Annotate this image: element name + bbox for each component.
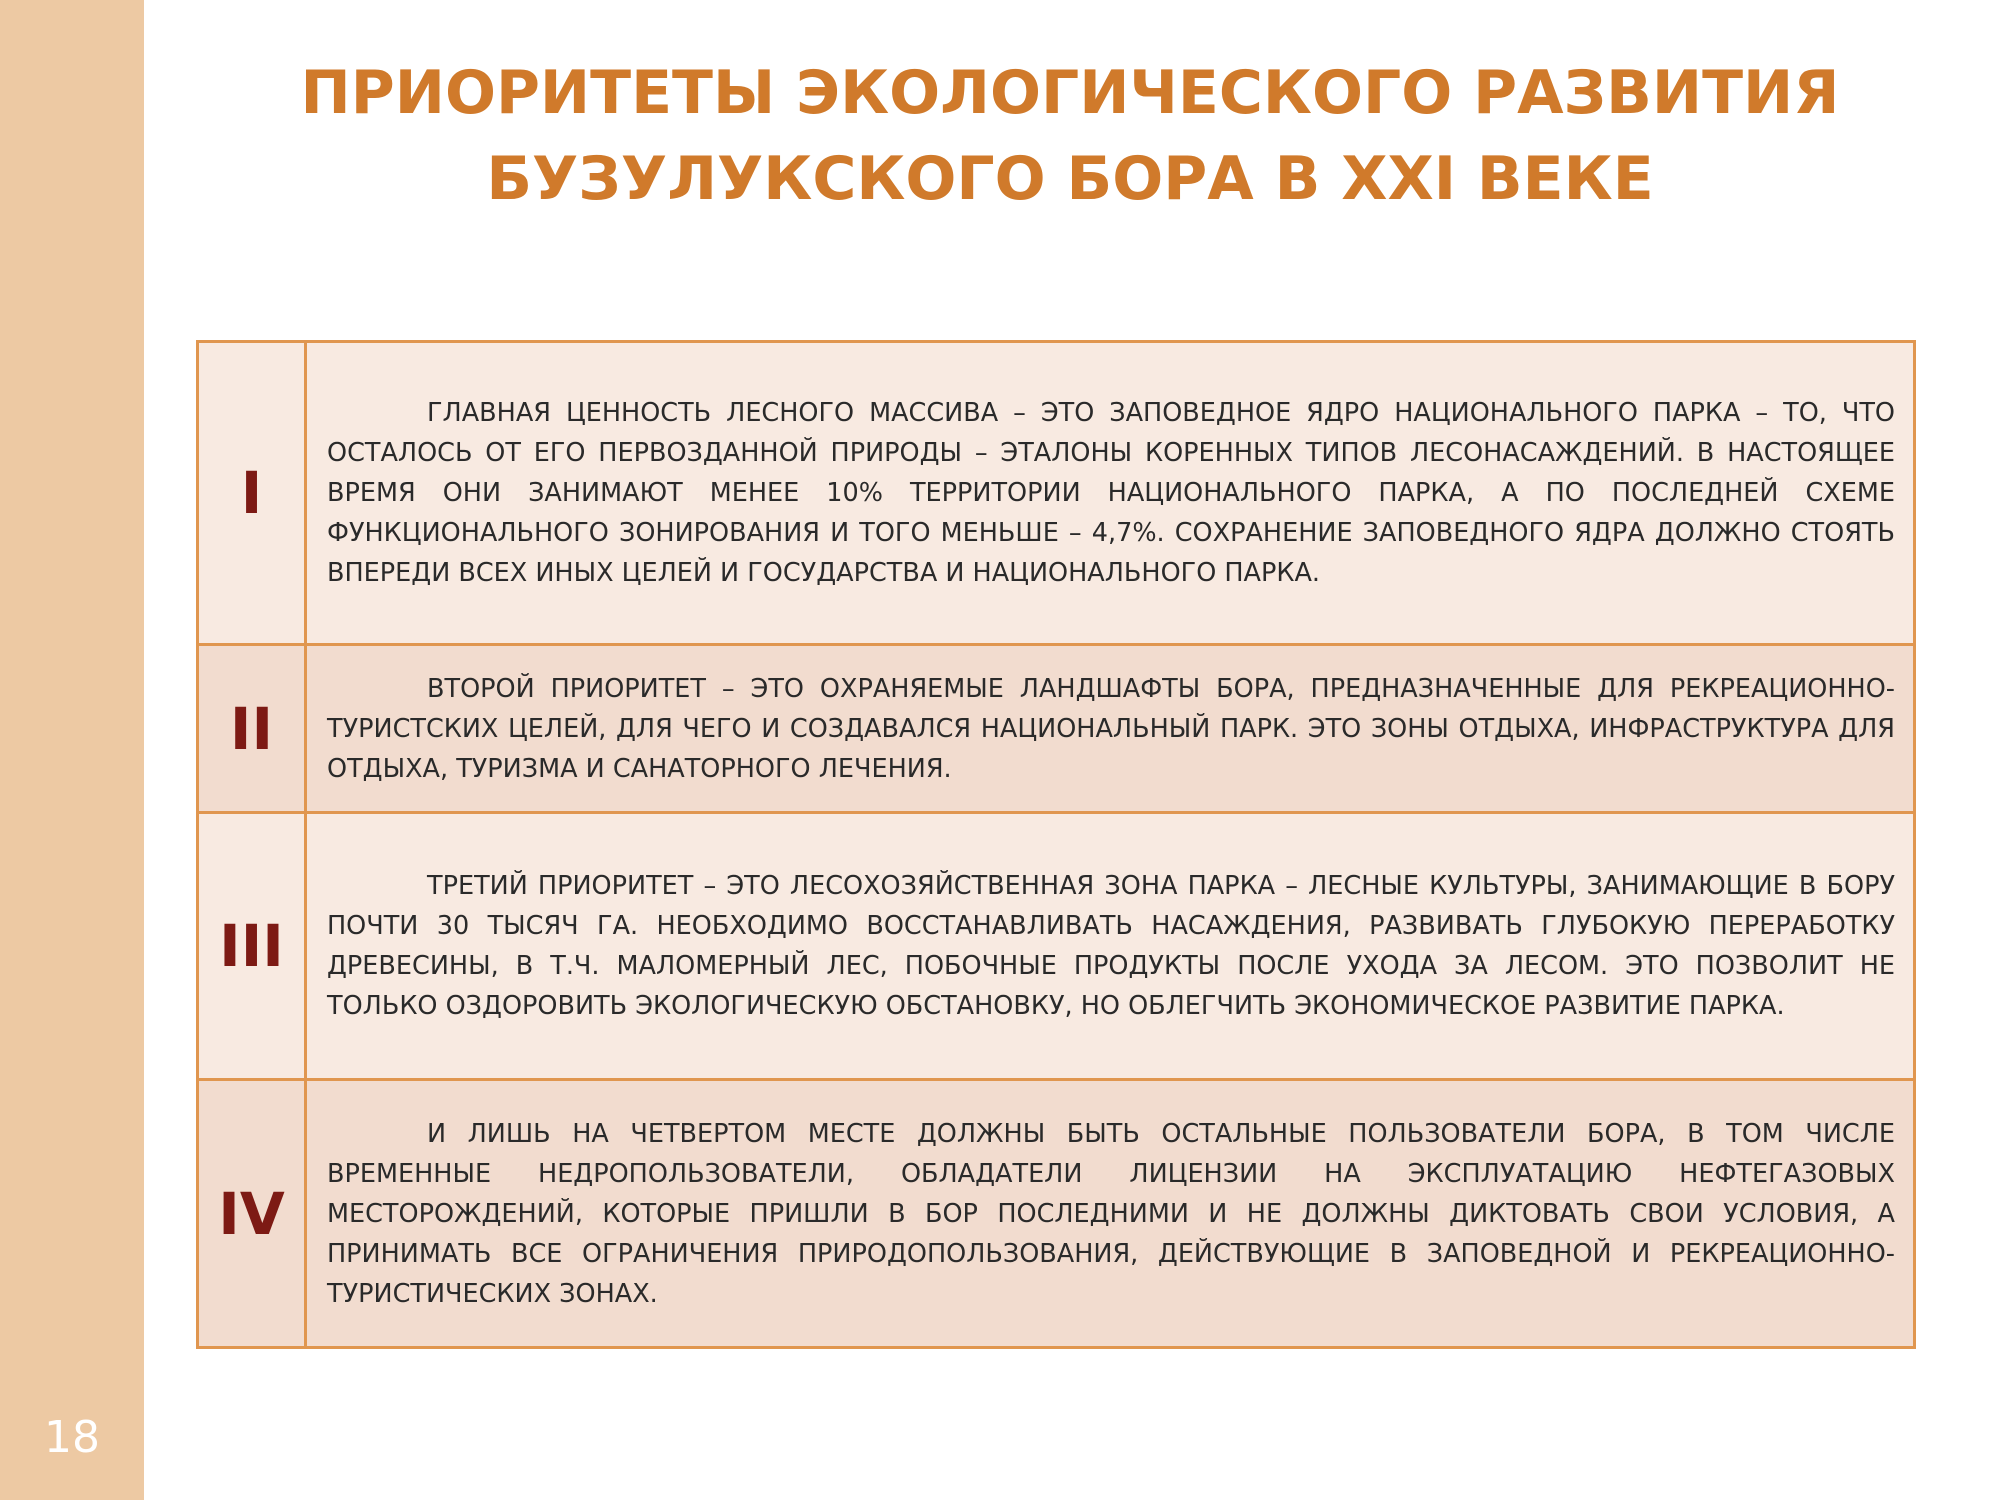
priority-row-2 [198, 645, 1915, 813]
slide-title-line-1: ПРИОРИТЕТЫ ЭКОЛОГИЧЕСКОГО РАЗВИТИЯ [300, 58, 1840, 128]
priority-numeral: III [198, 813, 306, 1080]
priority-text: И ЛИШЬ НА ЧЕТВЕРТОМ МЕСТЕ ДОЛЖНЫ БЫТЬ ОСТАЛЬНЫЕ ПОЛЬЗОВАТЕЛИ БОРА, В ТОМ ЧИСЛЕ ВРЕМЕННЫЕ НЕДРОПОЛЬЗОВАТЕЛИ, ОБЛАДАТЕЛИ ЛИЦЕНЗИИ НА ЭКСПЛУАТАЦИЮ НЕФТЕГАЗОВЫХ МЕСТОРОЖДЕНИЙ, КОТОРЫЕ ПРИШЛИ В БОР ПОСЛЕДНИМИ И НЕ ДОЛЖНЫ ДИКТОВАТЬ СВОИ УСЛОВИЯ, А ПРИНИМАТЬ ВСЕ ОГРАНИЧЕНИЯ ПРИРОДОПОЛЬЗОВАНИЯ, ДЕЙСТВУЮЩИЕ В ЗАПОВЕДНОЙ И РЕКРЕАЦИОННО-ТУРИСТИЧЕСКИХ ЗОНАХ. [327, 1118, 1895, 1309]
page-number: 18 [44, 1412, 100, 1463]
priority-numeral: IV [198, 1080, 306, 1348]
priority-text: ТРЕТИЙ ПРИОРИТЕТ – ЭТО ЛЕСОХОЗЯЙСТВЕННАЯ ЗОНА ПАРКА – ЛЕСНЫЕ КУЛЬТУРЫ, ЗАНИМАЮЩИЕ В БОРУ ПОЧТИ 30 ТЫСЯЧ ГА. НЕОБХОДИМО ВОССТАНАВЛИВАТЬ НАСАЖДЕНИЯ, РАЗВИВАТЬ ГЛУБОКУЮ ПЕРЕРАБОТКУ ДРЕВЕСИНЫ, В Т.Ч. МАЛОМЕРНЫЙ ЛЕС, ПОБОЧНЫЕ ПРОДУКТЫ ПОСЛЕ УХОДА ЗА ЛЕСОМ. ЭТО ПОЗВОЛИТ НЕ ТОЛЬКО ОЗДОРОВИТЬ ЭКОЛОГИЧЕСКУЮ ОБСТАНОВКУ, НО ОБЛЕГЧИТЬ ЭКОНОМИЧЕСКОЕ РАЗВИТИЕ ПАРКА. [327, 871, 1895, 1021]
priority-row-1 [198, 342, 1915, 645]
priority-numeral: II [198, 645, 306, 813]
priority-text-cell [306, 1080, 1915, 1348]
priority-text-cell [306, 645, 1915, 813]
priority-row-3 [198, 813, 1915, 1080]
priority-text-cell [306, 342, 1915, 645]
slide-title-line-2: БУЗУЛУКСКОГО БОРА В XXI ВЕКЕ [486, 144, 1654, 214]
priority-table [196, 340, 1916, 1349]
priority-row-4 [198, 1080, 1915, 1348]
side-bar [0, 0, 144, 1500]
priority-text: ГЛАВНАЯ ЦЕННОСТЬ ЛЕСНОГО МАССИВА – ЭТО ЗАПОВЕДНОЕ ЯДРО НАЦИОНАЛЬНОГО ПАРКА – ТО, ЧТО ОСТАЛОСЬ ОТ ЕГО ПЕРВОЗДАННОЙ ПРИРОДЫ – ЭТАЛОНЫ КОРЕННЫХ ТИПОВ ЛЕСОНАСАЖДЕНИЙ. В НАСТОЯЩЕЕ ВРЕМЯ ОНИ ЗАНИМАЮТ МЕНЕЕ 10% ТЕРРИТОРИИ НАЦИОНАЛЬНОГО ПАРКА, А ПО ПОСЛЕДНЕЙ СХЕМЕ ФУНКЦИОНАЛЬНОГО ЗОНИРОВАНИЯ И ТОГО МЕНЬШЕ – 4,7%. СОХРАНЕНИЕ ЗАПОВЕДНОГО ЯДРА ДОЛЖНО СТОЯТЬ ВПЕРЕДИ ВСЕХ ИНЫХ ЦЕЛЕЙ И ГОСУДАРСТВА И НАЦИОНАЛЬНОГО ПАРКА. [327, 398, 1895, 588]
priority-numeral: I [198, 342, 306, 645]
slide-title [200, 50, 1940, 222]
priority-text: ВТОРОЙ ПРИОРИТЕТ – ЭТО ОХРАНЯЕМЫЕ ЛАНДШАФТЫ БОРА, ПРЕДНАЗНАЧЕННЫЕ ДЛЯ РЕКРЕАЦИОННО-ТУРИСТСКИХ ЦЕЛЕЙ, ДЛЯ ЧЕГО И СОЗДАВАЛСЯ НАЦИОНАЛЬНЫЙ ПАРК. ЭТО ЗОНЫ ОТДЫХА, ИНФРАСТРУКТУРА ДЛЯ ОТДЫХА, ТУРИЗМА И САНАТОРНОГО ЛЕЧЕНИЯ. [327, 673, 1895, 784]
priority-text-cell [306, 813, 1915, 1080]
